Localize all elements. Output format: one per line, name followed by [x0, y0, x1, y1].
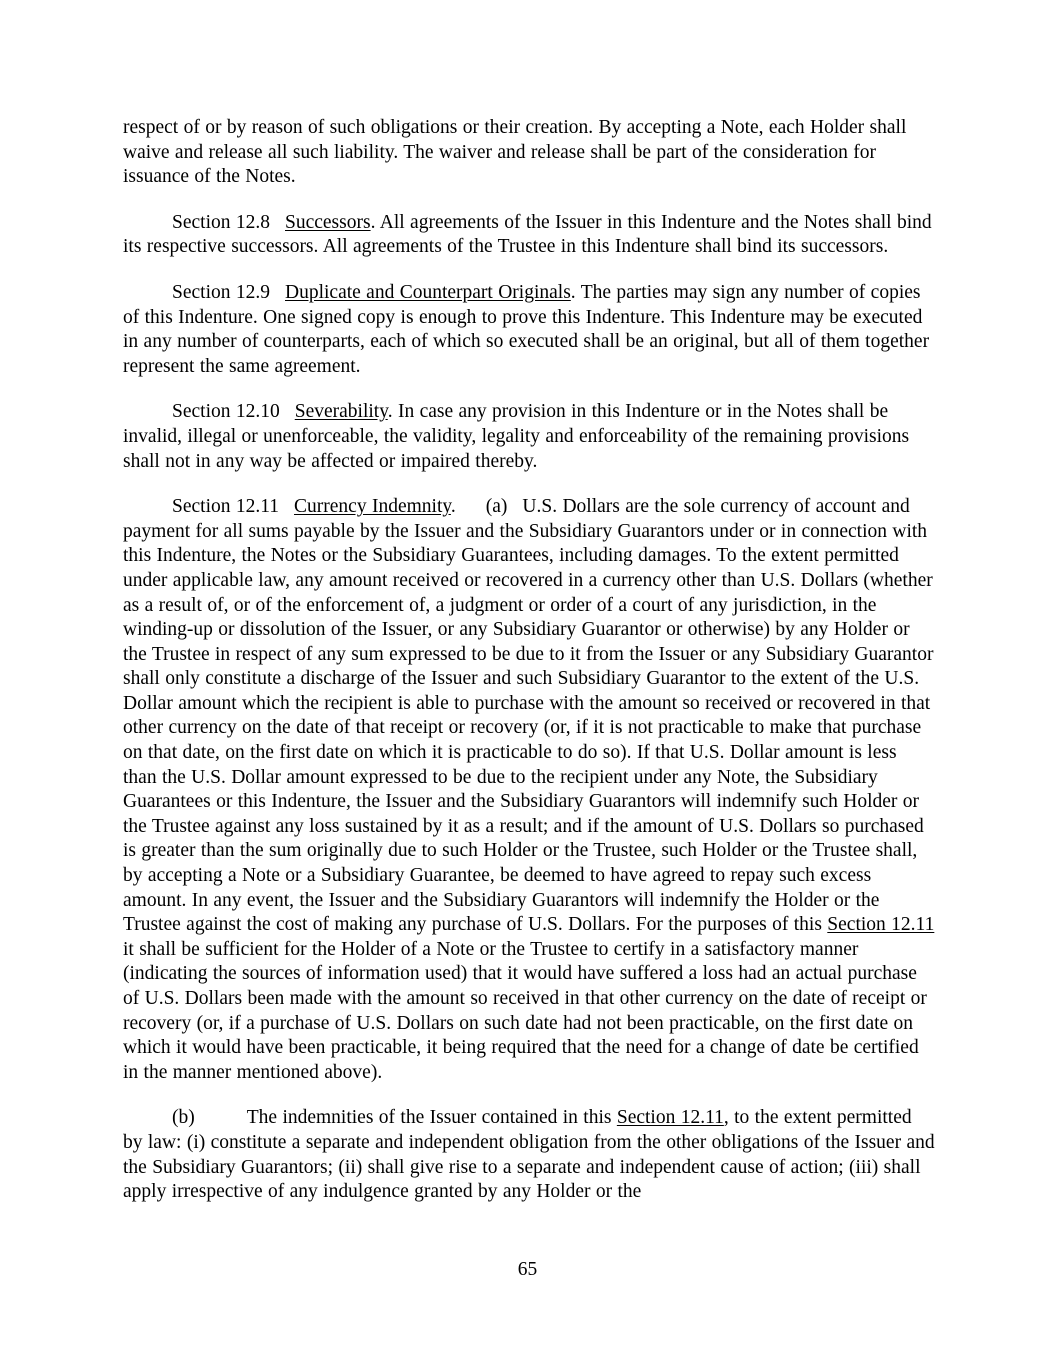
text-run: Section 12.9 — [172, 281, 270, 303]
section-12-10-severability — [123, 400, 935, 474]
text-run: The indemnities of the Issuer contained in this — [246, 1107, 617, 1129]
text-run: . The parties may sign any number of copies of this Indenture. One signed copy is enough to prove this Indenture. This Indenture may be executed in any number of counterparts, each of which so executed shall be an original, but all of them together represent the same agreement. — [123, 281, 930, 377]
paragraph-waiver-continuation — [123, 116, 935, 190]
section-12-8-successors — [123, 211, 935, 260]
document-body — [123, 116, 935, 1226]
text-run: Section 12.11 — [172, 496, 280, 518]
section-12-11-clause-b — [123, 1106, 935, 1204]
text-run: it shall be sufficient for the Holder of a Note or the Trustee to certify in a satisfactory manner (indicating the sources of information used) that it would have suffered a loss had an actual purchase of U.S. Dollars been made with the amount so received in that other currency on the date of receipt or recovery (or, if a purchase of U.S. Dollars on such date had not been practicable, on the first date on which it would have been practicable, it being required that the need for a change of date be certified in the manner mentioned above). — [123, 938, 927, 1083]
page-number: 65 — [517, 1259, 538, 1280]
text-run: (b) — [172, 1107, 195, 1129]
text-run: . All agreements of the Issuer in this Indenture and the Notes shall bind its respective successors. All agreements of the Trustee in this Indenture shall bind its successors. — [123, 211, 932, 258]
section-reference: Currency Indemnity — [294, 496, 451, 518]
text-run: Section 12.10 — [172, 401, 280, 423]
section-reference: Section 12.11 — [827, 914, 935, 936]
text-run: respect of or by reason of such obligations or their creation. By accepting a Note, each Holder shall waive and release all such liability. The waiver and release shall be part of the consideration for issuance of the Notes. — [123, 117, 907, 188]
text-run: , to the extent permitted by law: (i) constitute a separate and independent obligation from the other obligations of the Issuer and the Subsidiary Guarantors; (ii) shall give rise to a separate and independent cause of action; (iii) shall apply irrespective of any indulgence granted by any Holder or the — [123, 1107, 935, 1203]
text-run: (a) — [485, 496, 508, 518]
section-reference: Severability — [294, 401, 388, 423]
page-footer — [0, 1258, 1055, 1283]
section-12-11-currency-indemnity-clause-a — [123, 495, 935, 1085]
text-run: . In case any provision in this Indenture or in the Notes shall be invalid, illegal or unenforceable, the validity, legality and enforceability of the remaining provisions shall not in any way be affected or impaired thereby. — [123, 401, 910, 472]
text-run: . — [450, 496, 456, 518]
text-run: U.S. Dollars are the sole currency of account and payment for all sums payable by the Issuer and the Subsidiary Guarantors under or in connection with this Indenture, the Notes or the Subsidiary Guarantees, including damages. To the extent permitted under applicable law, any amount received or recovered in a currency other than U.S. Dollars (whether as a result of, or of the enforcement of, a judgment or order of a court of any jurisdiction, in the winding-up or dissolution of the Issuer, or any Subsidiary Guarantor or otherwise) by any Holder or the Trustee in respect of any sum expressed to be due to it from the Issuer or any Subsidiary Guarantor shall only constitute a discharge of the Issuer and such Subsidiary Guarantor to the extent of the U.S. Dollar amount which the recipient is able to purchase with the amount so received or recovered in that other currency on the date of that receipt or recovery (or, if it is not practicable to make that purchase on that date, on the first date on which it is practicable to do so). If that U.S. Dollar amount is less than the U.S. Dollar amount expressed to be due to the recipient under any Note, the Subsidiary Guarantees or this Indenture, the Issuer and the Subsidiary Guarantors will indemnify such Holder or the Trustee against any loss sustained by it as a result; and if the amount of U.S. Dollars so purchased is greater than the sum originally due to such Holder or the Trustee, such Holder or the Trustee shall, by accepting a Note or a Subsidiary Guarantee, be deemed to have agreed to repay such excess amount. In any event, the Issuer and the Subsidiary Guarantors will indemnify the Holder or the Trustee against the cost of making any purchase of U.S. Dollars. For the purposes of this — [123, 496, 934, 936]
text-run: Section 12.8 — [172, 211, 270, 233]
section-reference: Duplicate and Counterpart Originals — [285, 281, 571, 303]
section-12-9-duplicate-and-counterpart-originals — [123, 281, 935, 379]
section-reference: Successors — [285, 211, 371, 233]
section-reference: Section 12.11 — [616, 1107, 724, 1129]
